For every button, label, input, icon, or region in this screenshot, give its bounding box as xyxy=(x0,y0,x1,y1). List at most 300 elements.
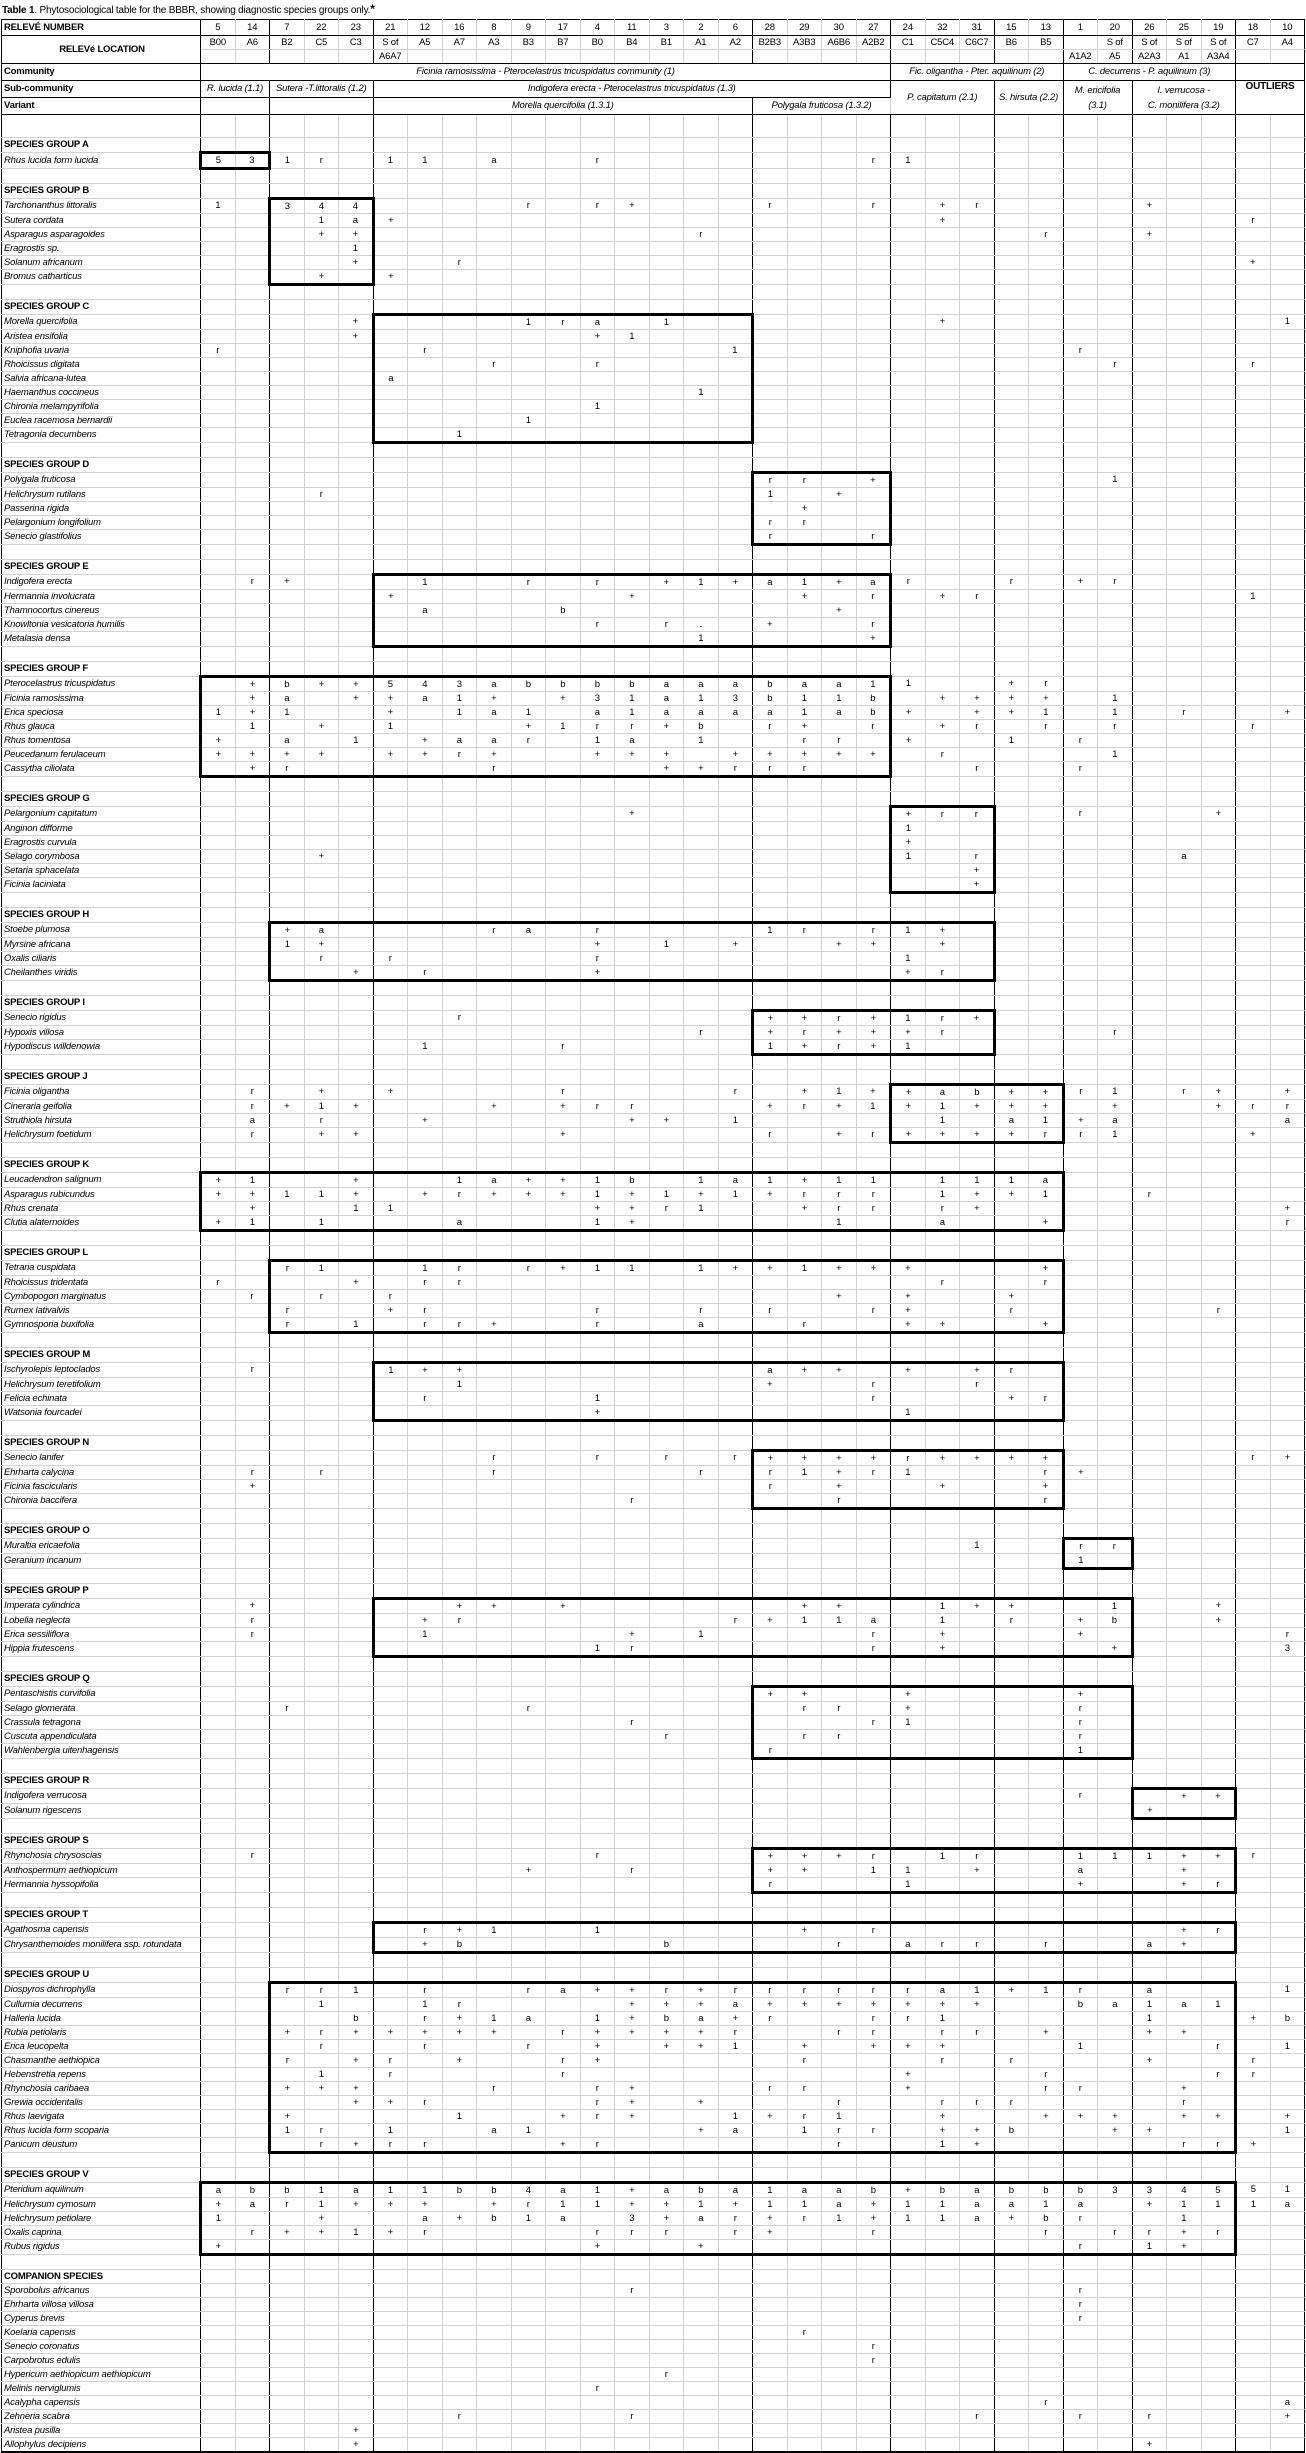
cover-abundance-cell xyxy=(1167,1983,1202,1998)
spacer xyxy=(580,115,615,138)
cover-abundance-cell xyxy=(994,1318,1029,1333)
cover-abundance-cell xyxy=(684,1290,719,1304)
cover-abundance-cell xyxy=(1236,677,1271,692)
cover-abundance-cell: r xyxy=(822,1202,857,1216)
cover-abundance-cell xyxy=(891,315,926,330)
cover-abundance-cell xyxy=(546,414,581,428)
spacer xyxy=(1098,1657,1133,1672)
cover-abundance-cell xyxy=(856,502,891,516)
releve-location: B0 xyxy=(580,36,615,50)
spacer xyxy=(1201,1569,1236,1584)
cover-abundance-cell: r xyxy=(580,1318,615,1333)
cover-abundance-cell xyxy=(442,400,477,414)
spacer xyxy=(477,1819,512,1834)
cell xyxy=(477,908,512,923)
cell xyxy=(373,458,408,473)
releve-location-line2 xyxy=(891,50,926,64)
spacer xyxy=(615,1333,650,1348)
cover-abundance-cell xyxy=(1236,1554,1271,1569)
cell xyxy=(615,138,650,153)
cover-abundance-cell xyxy=(580,256,615,270)
cover-abundance-cell xyxy=(891,330,926,344)
cover-abundance-cell xyxy=(1132,850,1167,864)
cover-abundance-cell xyxy=(856,2096,891,2110)
cover-abundance-cell xyxy=(235,618,270,632)
cell xyxy=(1270,1436,1305,1451)
cover-abundance-cell: 1 xyxy=(408,575,443,590)
cover-abundance-cell: a xyxy=(891,1938,926,1953)
cover-abundance-cell xyxy=(891,2124,926,2138)
cover-abundance-cell xyxy=(477,1304,512,1318)
cover-abundance-cell xyxy=(477,256,512,270)
cover-abundance-cell xyxy=(615,315,650,330)
releve-location: S of xyxy=(1201,36,1236,50)
cover-abundance-cell: r xyxy=(925,2054,960,2068)
cover-abundance-cell xyxy=(822,1318,857,1333)
cover-abundance-cell xyxy=(615,372,650,386)
cell xyxy=(718,1348,753,1363)
cover-abundance-cell: 1 xyxy=(1270,1983,1305,1998)
cover-abundance-cell xyxy=(1167,2012,1202,2026)
cell xyxy=(649,1908,684,1923)
cover-abundance-cell: + xyxy=(891,1100,926,1114)
cover-abundance-cell: + xyxy=(339,966,374,981)
cover-abundance-cell xyxy=(615,1849,650,1864)
cover-abundance-cell: r xyxy=(442,1261,477,1276)
species-row xyxy=(2,2124,1305,2138)
cover-abundance-cell: r xyxy=(1201,2068,1236,2082)
spacer-row xyxy=(2,1421,1305,1436)
cover-abundance-cell: 1 xyxy=(270,153,305,169)
cover-abundance-cell xyxy=(373,1173,408,1188)
cover-abundance-cell: r xyxy=(787,1730,822,1744)
species-row xyxy=(2,1318,1305,1333)
cover-abundance-cell xyxy=(960,270,995,285)
cover-abundance-cell xyxy=(1236,692,1271,706)
cover-abundance-cell: + xyxy=(787,1998,822,2012)
cell xyxy=(511,1908,546,1923)
cover-abundance-cell xyxy=(235,1261,270,1276)
cover-abundance-cell: r xyxy=(787,1026,822,1040)
cover-abundance-cell xyxy=(994,1040,1029,1055)
cover-abundance-cell: + xyxy=(960,1363,995,1378)
species-row xyxy=(2,1466,1305,1480)
cover-abundance-cell: a xyxy=(822,2183,857,2198)
cover-abundance-cell: + xyxy=(753,1261,788,1276)
cover-abundance-cell xyxy=(511,966,546,981)
cover-abundance-cell xyxy=(615,428,650,443)
cover-abundance-cell: + xyxy=(960,1128,995,1143)
cover-abundance-cell xyxy=(891,2096,926,2110)
cover-abundance-cell: r xyxy=(1201,2138,1236,2153)
cover-abundance-cell xyxy=(580,344,615,358)
cover-abundance-cell: + xyxy=(373,2096,408,2110)
cover-abundance-cell: a xyxy=(339,214,374,228)
cell xyxy=(787,908,822,923)
cover-abundance-cell xyxy=(925,530,960,545)
cover-abundance-cell xyxy=(1098,590,1133,604)
cover-abundance-cell xyxy=(1098,822,1133,836)
cover-abundance-cell: + xyxy=(787,1040,822,1055)
species-row xyxy=(2,1687,1305,1702)
cover-abundance-cell xyxy=(201,315,236,330)
species-name: Chironia baccifera xyxy=(2,1494,201,1509)
species-name: Indigofera verrucosa xyxy=(2,1789,201,1804)
cover-abundance-cell xyxy=(1167,530,1202,545)
cover-abundance-cell xyxy=(1167,270,1202,285)
spacer xyxy=(649,1893,684,1908)
cover-abundance-cell xyxy=(1201,692,1236,706)
cell xyxy=(270,138,305,153)
cell xyxy=(960,458,995,473)
cover-abundance-cell xyxy=(373,1480,408,1494)
cover-abundance-cell xyxy=(1236,878,1271,893)
cover-abundance-cell xyxy=(615,1744,650,1759)
cover-abundance-cell xyxy=(270,1451,305,1466)
cover-abundance-cell xyxy=(477,1494,512,1509)
cover-abundance-cell: + xyxy=(1167,2026,1202,2040)
cell xyxy=(304,300,339,315)
cover-abundance-cell: + xyxy=(1270,2110,1305,2124)
cover-abundance-cell xyxy=(270,822,305,836)
cover-abundance-cell: + xyxy=(270,575,305,590)
cell xyxy=(1236,1672,1271,1687)
cell xyxy=(408,458,443,473)
cover-abundance-cell xyxy=(373,1628,408,1642)
cell xyxy=(753,1584,788,1599)
cover-abundance-cell xyxy=(1098,1011,1133,1026)
spacer xyxy=(270,647,305,662)
spacer xyxy=(2,1231,201,1246)
cover-abundance-cell xyxy=(201,1642,236,1657)
cell xyxy=(339,1158,374,1173)
cover-abundance-cell: 1 xyxy=(787,706,822,720)
cover-abundance-cell xyxy=(1201,762,1236,777)
cover-abundance-cell: + xyxy=(442,1923,477,1938)
cell xyxy=(684,560,719,575)
cell xyxy=(718,1158,753,1173)
cover-abundance-cell xyxy=(684,1451,719,1466)
cell xyxy=(1132,184,1167,199)
cover-abundance-cell xyxy=(1132,590,1167,604)
cover-abundance-cell xyxy=(580,2068,615,2082)
cover-abundance-cell: + xyxy=(891,706,926,720)
cover-abundance-cell: a xyxy=(270,692,305,706)
cover-abundance-cell: + xyxy=(891,966,926,981)
cover-abundance-cell xyxy=(1167,1100,1202,1114)
cover-abundance-cell xyxy=(1029,923,1064,938)
cover-abundance-cell xyxy=(994,850,1029,864)
cell xyxy=(856,1584,891,1599)
cover-abundance-cell xyxy=(891,632,926,647)
cover-abundance-cell: r xyxy=(511,2198,546,2212)
variant-name: Morella quercifolia (1.3.1) xyxy=(373,98,753,115)
cover-abundance-cell xyxy=(718,153,753,169)
cover-abundance-cell xyxy=(718,1026,753,1040)
cover-abundance-cell xyxy=(718,1392,753,1406)
cover-abundance-cell xyxy=(546,1923,581,1938)
cell xyxy=(1132,1584,1167,1599)
cover-abundance-cell: 1 xyxy=(649,315,684,330)
species-group-header xyxy=(2,1584,1305,1599)
cover-abundance-cell xyxy=(925,228,960,242)
species-name: Ficinia laciniata xyxy=(2,878,201,893)
cell xyxy=(339,138,374,153)
cover-abundance-cell: + xyxy=(960,1011,995,1026)
cover-abundance-cell xyxy=(649,1539,684,1554)
cover-abundance-cell xyxy=(580,2124,615,2138)
cell xyxy=(925,138,960,153)
cover-abundance-cell: 1 xyxy=(856,677,891,692)
cover-abundance-cell: r xyxy=(1029,1392,1064,1406)
cover-abundance-cell xyxy=(442,966,477,981)
cover-abundance-cell xyxy=(994,923,1029,938)
cover-abundance-cell xyxy=(856,488,891,502)
cover-abundance-cell xyxy=(891,1494,926,1509)
cover-abundance-cell xyxy=(1270,530,1305,545)
cell xyxy=(1270,458,1305,473)
cover-abundance-cell: + xyxy=(304,748,339,762)
cover-abundance-cell xyxy=(1063,878,1098,893)
cover-abundance-cell xyxy=(1270,878,1305,893)
cover-abundance-cell: + xyxy=(994,1290,1029,1304)
cover-abundance-cell xyxy=(408,330,443,344)
cover-abundance-cell: 1 xyxy=(1063,1849,1098,1864)
cover-abundance-cell: r xyxy=(1029,1128,1064,1143)
spacer xyxy=(994,1893,1029,1908)
cover-abundance-cell xyxy=(649,1804,684,1819)
cover-abundance-cell xyxy=(1236,632,1271,647)
cover-abundance-cell xyxy=(201,575,236,590)
cell xyxy=(580,1584,615,1599)
cover-abundance-cell xyxy=(235,400,270,414)
subcommunity-row xyxy=(2,81,1305,98)
spacer xyxy=(925,1333,960,1348)
cover-abundance-cell xyxy=(753,1539,788,1554)
cover-abundance-cell: r xyxy=(304,1114,339,1128)
cover-abundance-cell xyxy=(373,414,408,428)
cover-abundance-cell xyxy=(649,199,684,214)
cover-abundance-cell: r xyxy=(856,1628,891,1642)
cell xyxy=(511,1774,546,1789)
cover-abundance-cell xyxy=(339,762,374,777)
cover-abundance-cell: + xyxy=(546,1173,581,1188)
cell xyxy=(891,2168,926,2183)
cell xyxy=(580,1524,615,1539)
cell xyxy=(304,1246,339,1261)
cover-abundance-cell xyxy=(1063,1318,1098,1333)
cover-abundance-cell: + xyxy=(339,1100,374,1114)
cover-abundance-cell xyxy=(1236,516,1271,530)
cover-abundance-cell xyxy=(649,2138,684,2153)
cover-abundance-cell xyxy=(787,1744,822,1759)
cell xyxy=(1029,1246,1064,1261)
cover-abundance-cell xyxy=(1167,1744,1202,1759)
cover-abundance-cell xyxy=(511,473,546,488)
cell xyxy=(822,138,857,153)
spacer xyxy=(856,1893,891,1908)
spacer xyxy=(408,1421,443,1436)
cover-abundance-cell: + xyxy=(1201,1849,1236,1864)
cover-abundance-cell xyxy=(684,428,719,443)
cell xyxy=(580,662,615,677)
cell xyxy=(684,1584,719,1599)
species-name: Rhynchosia chrysoscias xyxy=(2,1849,201,1864)
cover-abundance-cell xyxy=(615,938,650,952)
cover-abundance-cell: r xyxy=(822,1011,857,1026)
cover-abundance-cell: + xyxy=(373,706,408,720)
species-name: Grewia occidentalis xyxy=(2,2096,201,2110)
cover-abundance-cell xyxy=(994,2138,1029,2153)
cell xyxy=(822,184,857,199)
spacer xyxy=(925,115,960,138)
cover-abundance-cell xyxy=(960,1878,995,1893)
cover-abundance-cell xyxy=(718,1804,753,1819)
cell xyxy=(546,2168,581,2183)
cover-abundance-cell: + xyxy=(1132,2026,1167,2040)
cover-abundance-cell xyxy=(477,878,512,893)
table-caption xyxy=(0,0,1306,19)
spacer xyxy=(994,169,1029,184)
cover-abundance-cell xyxy=(442,214,477,228)
cover-abundance-cell xyxy=(787,199,822,214)
cover-abundance-cell xyxy=(787,2012,822,2026)
releve-number: 30 xyxy=(822,20,857,36)
cell xyxy=(649,1834,684,1849)
cover-abundance-cell xyxy=(925,822,960,836)
cover-abundance-cell xyxy=(718,1923,753,1938)
spacer xyxy=(201,443,236,458)
cell xyxy=(511,792,546,807)
cover-abundance-cell: r xyxy=(822,1494,857,1509)
cover-abundance-cell xyxy=(580,1040,615,1055)
cover-abundance-cell xyxy=(787,344,822,358)
cover-abundance-cell xyxy=(615,1026,650,1040)
cell xyxy=(546,1968,581,1983)
cell xyxy=(477,1908,512,1923)
cover-abundance-cell xyxy=(477,1216,512,1231)
cover-abundance-cell xyxy=(615,1406,650,1421)
species-row xyxy=(2,1730,1305,1744)
cover-abundance-cell: r xyxy=(1063,734,1098,748)
cover-abundance-cell xyxy=(925,1804,960,1819)
cover-abundance-cell xyxy=(373,618,408,632)
cover-abundance-cell: r xyxy=(408,1276,443,1290)
cover-abundance-cell xyxy=(925,1716,960,1730)
cover-abundance-cell: + xyxy=(270,2026,305,2040)
cover-abundance-cell: + xyxy=(270,1100,305,1114)
spacer xyxy=(822,893,857,908)
cover-abundance-cell xyxy=(511,1406,546,1421)
cover-abundance-cell xyxy=(270,330,305,344)
cover-abundance-cell: + xyxy=(408,2198,443,2212)
cover-abundance-cell xyxy=(1270,966,1305,981)
cover-abundance-cell xyxy=(442,414,477,428)
cover-abundance-cell xyxy=(1132,720,1167,734)
cover-abundance-cell xyxy=(615,1539,650,1554)
species-name: Crassula tetragona xyxy=(2,1716,201,1730)
species-name: Kniphofia uvaria xyxy=(2,344,201,358)
cover-abundance-cell: r xyxy=(1270,1100,1305,1114)
spacer xyxy=(270,1819,305,1834)
cover-abundance-cell: r xyxy=(1029,1494,1064,1509)
cover-abundance-cell xyxy=(615,952,650,966)
cover-abundance-cell xyxy=(1167,966,1202,981)
spacer xyxy=(649,169,684,184)
cover-abundance-cell xyxy=(718,1466,753,1480)
cover-abundance-cell: 1 xyxy=(684,692,719,706)
spacer xyxy=(994,981,1029,996)
cell xyxy=(1201,1246,1236,1261)
cell xyxy=(201,2168,236,2183)
cover-abundance-cell xyxy=(235,1011,270,1026)
releve-location: C3 xyxy=(339,36,374,50)
cover-abundance-cell xyxy=(373,256,408,270)
cover-abundance-cell xyxy=(201,1730,236,1744)
cell xyxy=(442,560,477,575)
spacer xyxy=(787,1421,822,1436)
cover-abundance-cell xyxy=(511,330,546,344)
spacer xyxy=(753,777,788,792)
cover-abundance-cell: r xyxy=(787,2082,822,2096)
cover-abundance-cell: a xyxy=(1132,1938,1167,1953)
cover-abundance-cell xyxy=(925,1554,960,1569)
cover-abundance-cell: r xyxy=(235,575,270,590)
cover-abundance-cell xyxy=(546,1466,581,1480)
cover-abundance-cell: + xyxy=(1063,2110,1098,2124)
cell xyxy=(787,792,822,807)
cover-abundance-cell: + xyxy=(649,762,684,777)
species-row xyxy=(2,488,1305,502)
cover-abundance-cell: r xyxy=(856,1923,891,1938)
cover-abundance-cell xyxy=(753,1599,788,1614)
releve-location: B00 xyxy=(201,36,236,50)
cover-abundance-cell xyxy=(615,1554,650,1569)
cover-abundance-cell: 1 xyxy=(787,1466,822,1480)
cover-abundance-cell xyxy=(822,400,857,414)
cover-abundance-cell: a xyxy=(1167,1998,1202,2012)
spacer xyxy=(580,777,615,792)
cover-abundance-cell xyxy=(1098,199,1133,214)
spacer xyxy=(925,1819,960,1834)
spacer xyxy=(580,1143,615,1158)
cover-abundance-cell xyxy=(304,734,339,748)
cover-abundance-cell: r xyxy=(960,850,995,864)
cell xyxy=(1167,1158,1202,1173)
species-row xyxy=(2,1406,1305,1421)
cover-abundance-cell xyxy=(442,1864,477,1878)
cover-abundance-cell: + xyxy=(822,604,857,618)
cover-abundance-cell xyxy=(477,1804,512,1819)
cover-abundance-cell: r xyxy=(1236,2054,1271,2068)
cover-abundance-cell xyxy=(960,1318,995,1333)
cell xyxy=(1236,300,1271,315)
spacer xyxy=(925,1657,960,1672)
cover-abundance-cell xyxy=(994,1998,1029,2012)
cover-abundance-cell xyxy=(304,473,339,488)
cell xyxy=(235,560,270,575)
spacer xyxy=(442,1759,477,1774)
spacer xyxy=(1236,1953,1271,1968)
spacer xyxy=(925,1893,960,1908)
cell xyxy=(891,1070,926,1085)
cover-abundance-cell xyxy=(994,242,1029,256)
cover-abundance-cell xyxy=(304,864,339,878)
spacer xyxy=(925,443,960,458)
cover-abundance-cell xyxy=(201,2026,236,2040)
cell xyxy=(856,560,891,575)
cover-abundance-cell xyxy=(891,214,926,228)
